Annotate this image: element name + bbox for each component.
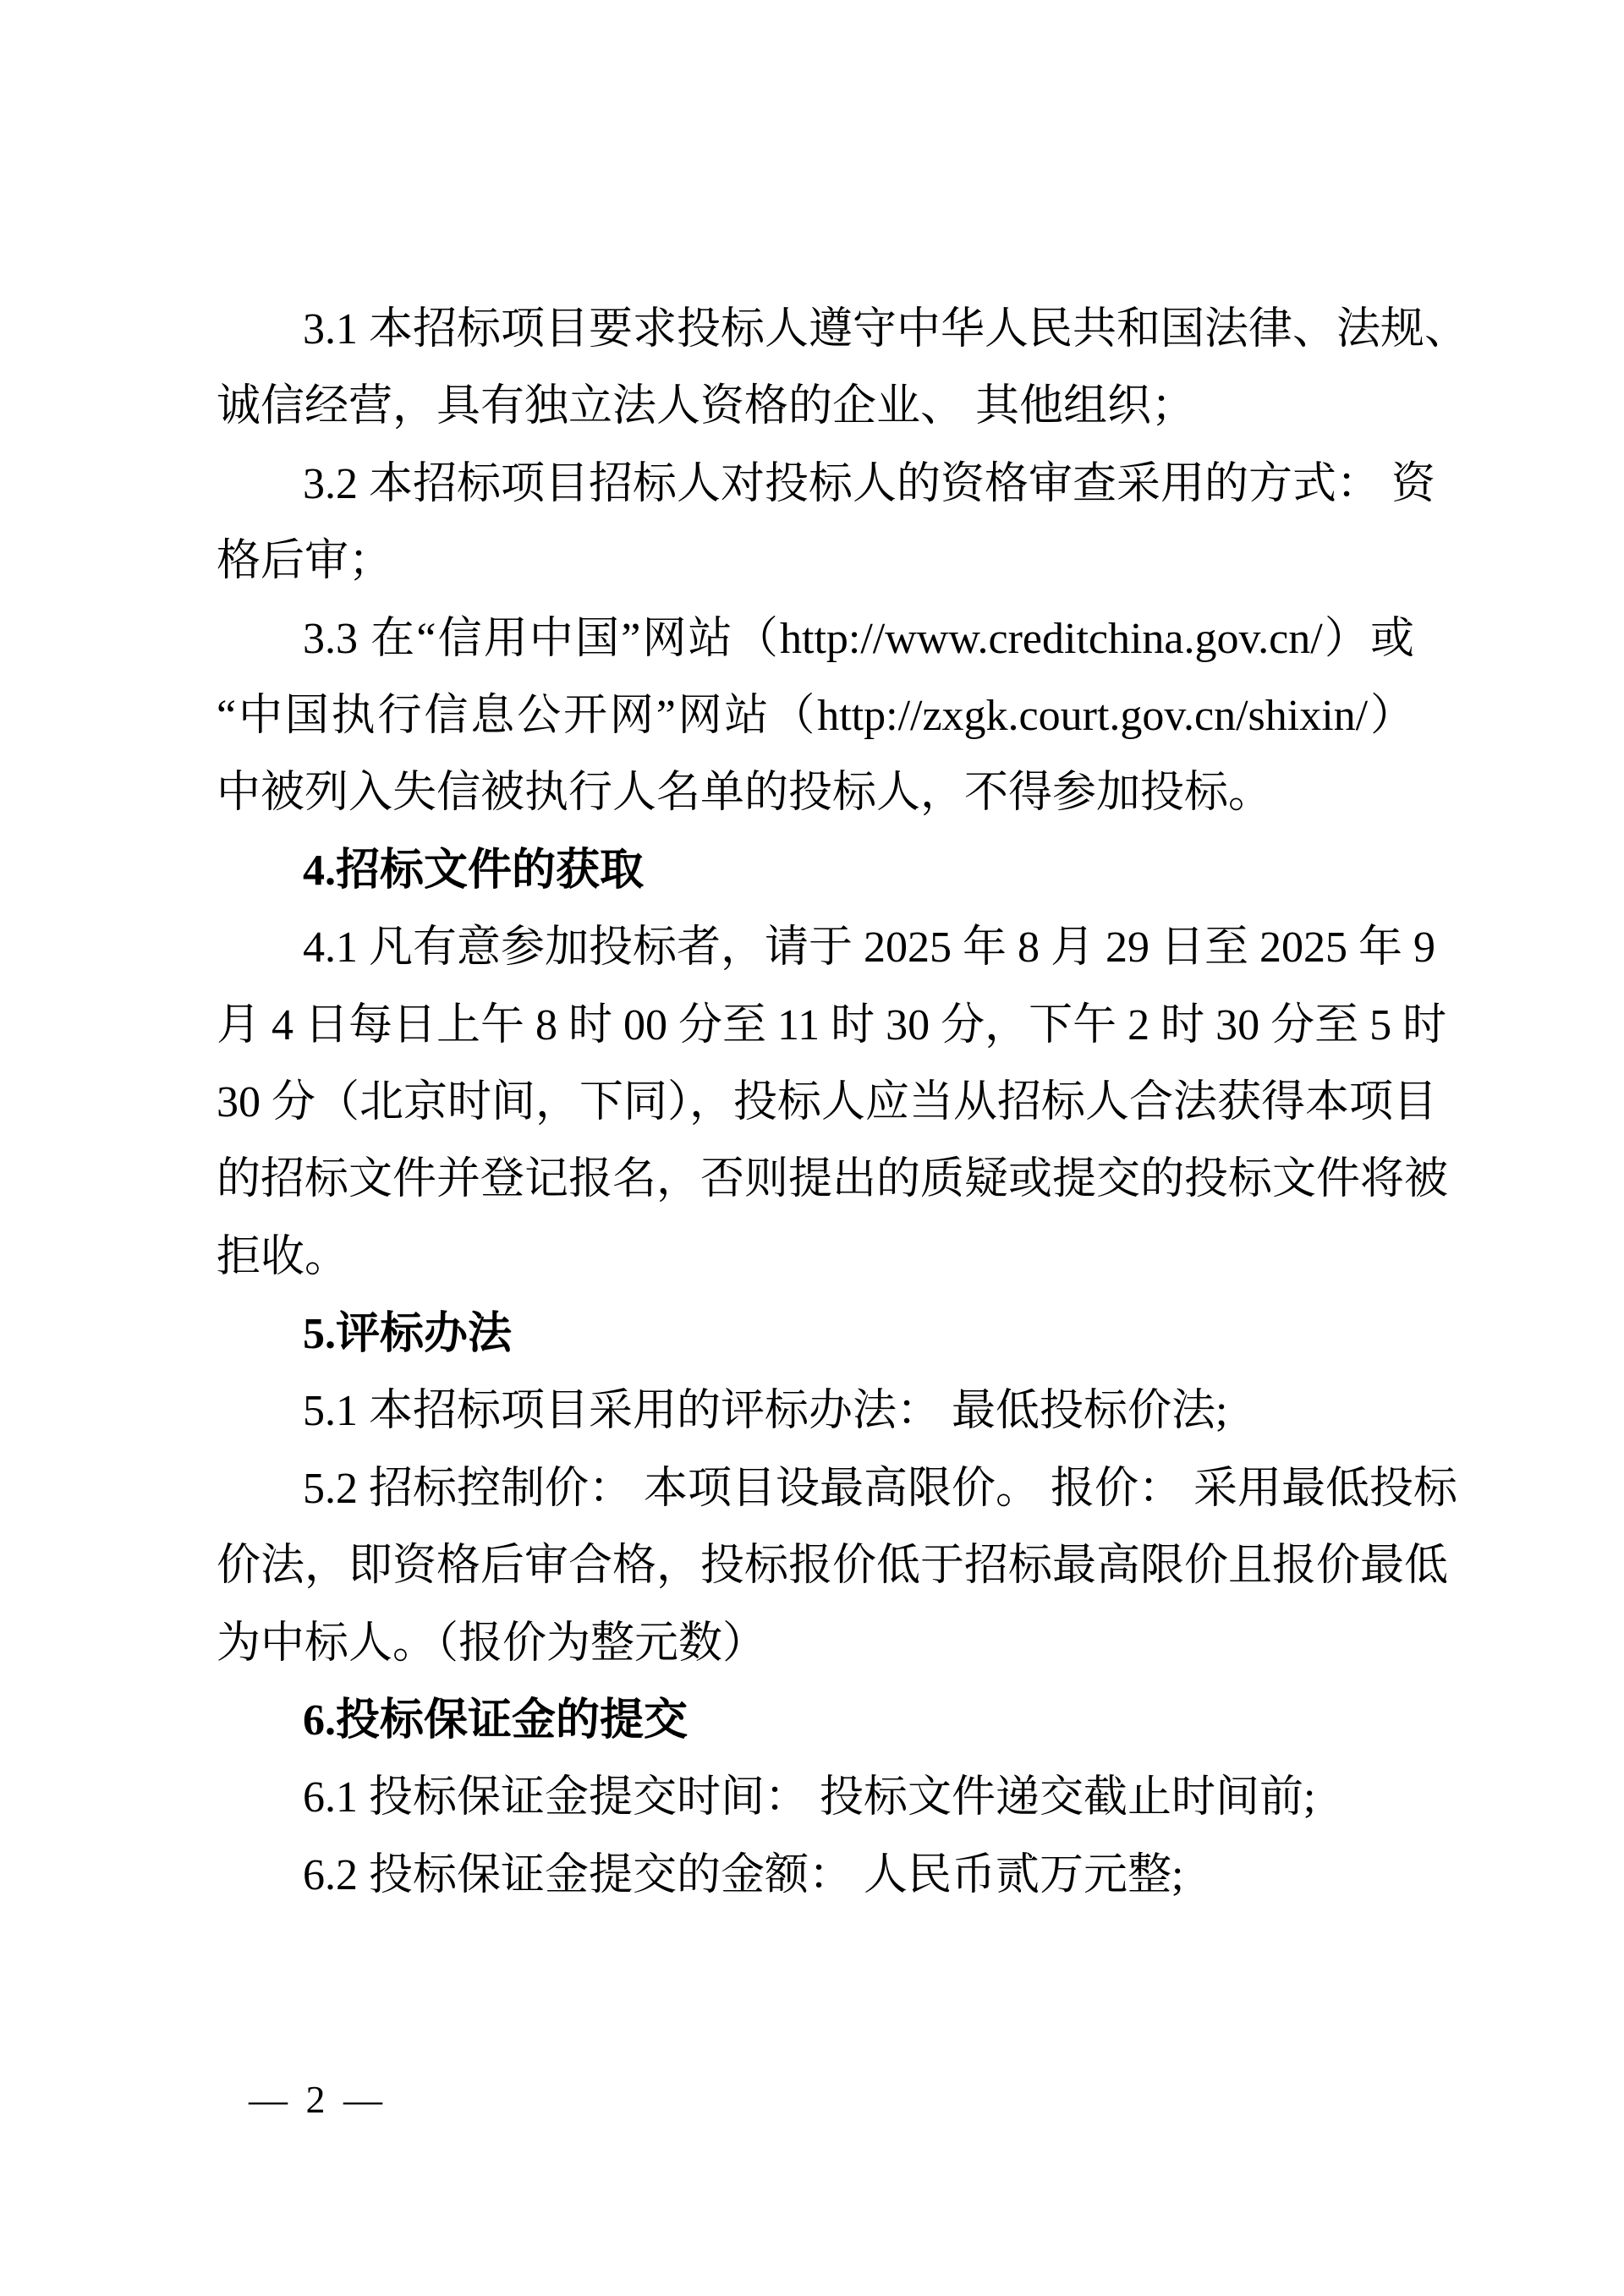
document-line: 3.1 本招标项目要求投标人遵守中华人民共和国法律、法规、 (303, 305, 1469, 353)
document-line: 3.2 本招标项目招标人对投标人的资格审查采用的方式： 资 (303, 459, 1436, 508)
document-line: 拒收。 (217, 1232, 349, 1281)
document-line: 6.1 投标保证金提交时间： 投标文件递交截止时间前; (303, 1773, 1316, 1822)
document-line: 4.1 凡有意参加投标者，请于 2025 年 8 月 29 日至 2025 年 9 (303, 923, 1436, 973)
document-line: 5.2 招标控制价： 本项目设最高限价。 报价： 采用最低投标 (303, 1464, 1458, 1513)
document-line: 6.投标保证金的提交 (303, 1696, 689, 1745)
document-line: “中国执行信息公开网”网站（http://zxgk.court.gov.cn/shixin/） (217, 691, 1414, 740)
document-line: 3.3 在“信用中国”网站（http://www.creditchina.gov.cn/）或 (303, 614, 1414, 663)
document-line: 6.2 投标保证金提交的金额： 人民币贰万元整; (303, 1850, 1184, 1899)
document-line: 30 分（北京时间，下同），投标人应当从招标人合法获得本项目 (217, 1077, 1438, 1126)
document-line: 的招标文件并登记报名，否则提出的质疑或提交的投标文件将被 (217, 1155, 1449, 1204)
document-line: 5.评标办法 (303, 1310, 513, 1359)
document-line: 4.招标文件的获取 (303, 846, 645, 895)
document-line: 中被列入失信被执行人名单的投标人，不得参加投标。 (217, 769, 1273, 818)
document-body (217, 291, 1469, 1914)
document-line: 价法，即资格后审合格，投标报价低于招标最高限价且报价最低 (217, 1542, 1449, 1591)
document-line: 诚信经营，具有独立法人资格的企业、 其他组织； (217, 382, 1196, 431)
page-number: — 2 — (249, 2078, 382, 2121)
document-line: 5.1 本招标项目采用的评标办法： 最低投标价法; (303, 1387, 1228, 1436)
document-line: 格后审； (217, 537, 393, 586)
document-line: 为中标人。（报价为整元数） (217, 1619, 767, 1668)
document-line: 月 4 日每日上午 8 时 00 分至 11 时 30 分，下午 2 时 30 分至 5 时 (217, 1000, 1447, 1049)
